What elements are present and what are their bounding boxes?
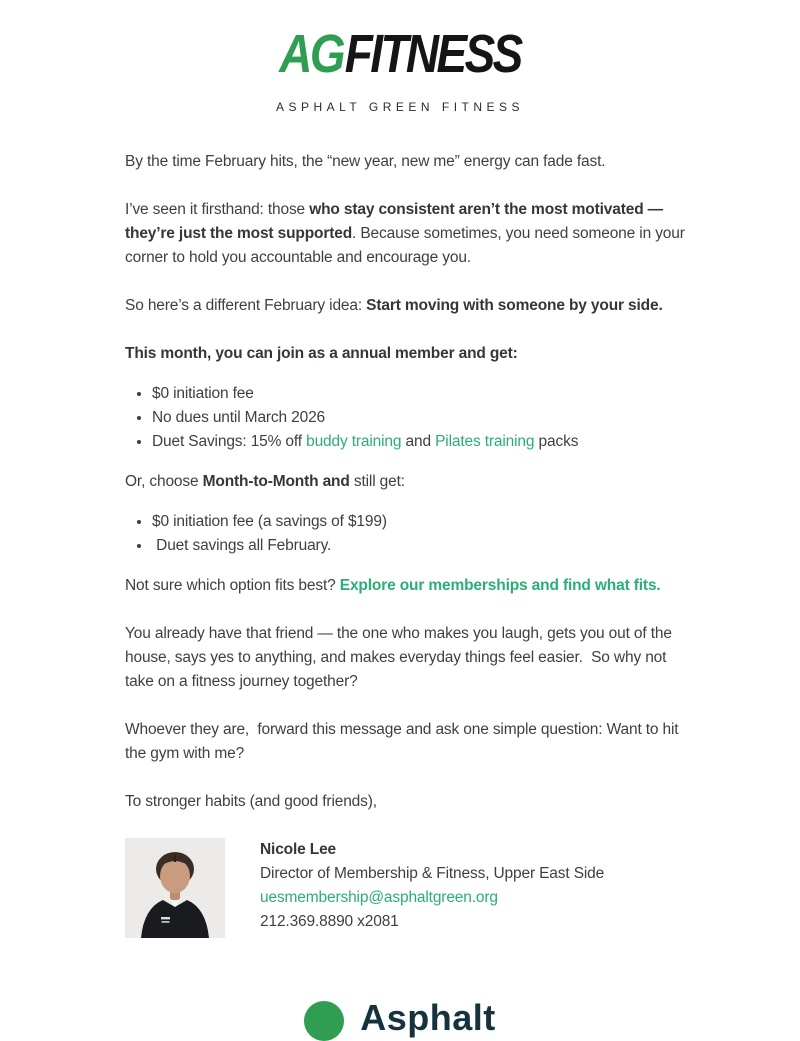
- monthly-benefits-list: [125, 510, 692, 558]
- paragraph-intro: By the time February hits, the “new year, new me” energy can fade fast.: [125, 153, 606, 170]
- text-segment: So here’s a different February idea:: [125, 297, 367, 314]
- list-item-initiation-fee: • $0 initiation fee: [152, 382, 692, 406]
- list-item-duet-february: • Duet savings all February.: [152, 534, 692, 558]
- list-item-initiation-savings: • $0 initiation fee (a savings of $199): [152, 510, 692, 534]
- text-segment-bold: This month, you can join as a annual member and get:: [125, 345, 518, 362]
- text-segment: Duet Savings: 15% off: [152, 433, 307, 450]
- list-item-duet-savings: [152, 430, 692, 454]
- email-body: [125, 150, 692, 938]
- text-segment: Not sure which option fits best?: [125, 577, 340, 594]
- pilates-training-link[interactable]: Pilates training: [435, 433, 535, 450]
- text-segment: still get:: [349, 473, 405, 490]
- text-segment-bold: Start moving with someone by your side.: [366, 297, 663, 314]
- text-segment: I’ve seen it firsthand: those: [125, 201, 310, 218]
- signature-email-link[interactable]: uesmembership@asphaltgreen.org: [260, 889, 498, 906]
- logo-tagline: ASPHALT GREEN FITNESS: [275, 100, 525, 114]
- text-segment: Or, choose: [125, 473, 203, 490]
- annual-benefits-list: [125, 382, 692, 454]
- footer-partial-logo: [0, 997, 800, 1038]
- asphalt-green-logo-icon: [304, 1001, 344, 1041]
- text-segment-bold: Month-to-Month and: [202, 473, 350, 490]
- signature-block: [125, 838, 692, 938]
- text-segment: . Because sometimes, you need someone in your corner to hold you accountable and encourage you.: [125, 225, 689, 266]
- footer-logo-row: [0, 998, 800, 1041]
- email-header: [0, 0, 800, 114]
- logo-fitness-wordmark: FITNESS: [344, 24, 521, 84]
- paragraph-friend: You already have that friend — the one who makes you laugh, gets you out of the house, says yes to anything, and makes everyday things feel easier. So why not take on a fitness journey together?: [125, 625, 676, 690]
- signature-phone: 212.369.8890 x2081: [260, 913, 399, 930]
- ag-fitness-logo: [279, 24, 520, 98]
- text-segment: packs: [534, 433, 579, 450]
- paragraph-monthly-offer-heading: [125, 470, 692, 494]
- logo-ag-mark: AG: [279, 24, 344, 84]
- paragraph-signoff: To stronger habits (and good friends),: [125, 793, 377, 810]
- signature-title: Director of Membership & Fitness, Upper East Side: [260, 865, 605, 882]
- person-photo-illustration: [125, 838, 225, 938]
- text-segment: and: [401, 433, 436, 450]
- paragraph-forward: Whoever they are, forward this message and ask one simple question: Want to hit the gym with me?: [125, 721, 683, 762]
- paragraph-explore: [125, 574, 692, 598]
- paragraph-february-idea: [125, 294, 692, 318]
- text-segment-bold: who stay consistent aren’t the most motivated — they’re just the most supported: [125, 201, 668, 242]
- explore-memberships-link[interactable]: Explore our memberships and find what fits.: [339, 577, 661, 594]
- avatar: [125, 838, 225, 938]
- signature-name: Nicole Lee: [260, 841, 337, 858]
- signature-text: [260, 838, 604, 934]
- buddy-training-link[interactable]: buddy training: [306, 433, 402, 450]
- paragraph-consistency: [125, 198, 692, 270]
- asphalt-green-logo-text: Asphalt: [360, 997, 496, 1038]
- list-item-no-dues: • No dues until March 2026: [152, 406, 692, 430]
- paragraph-annual-offer-heading: [125, 342, 692, 366]
